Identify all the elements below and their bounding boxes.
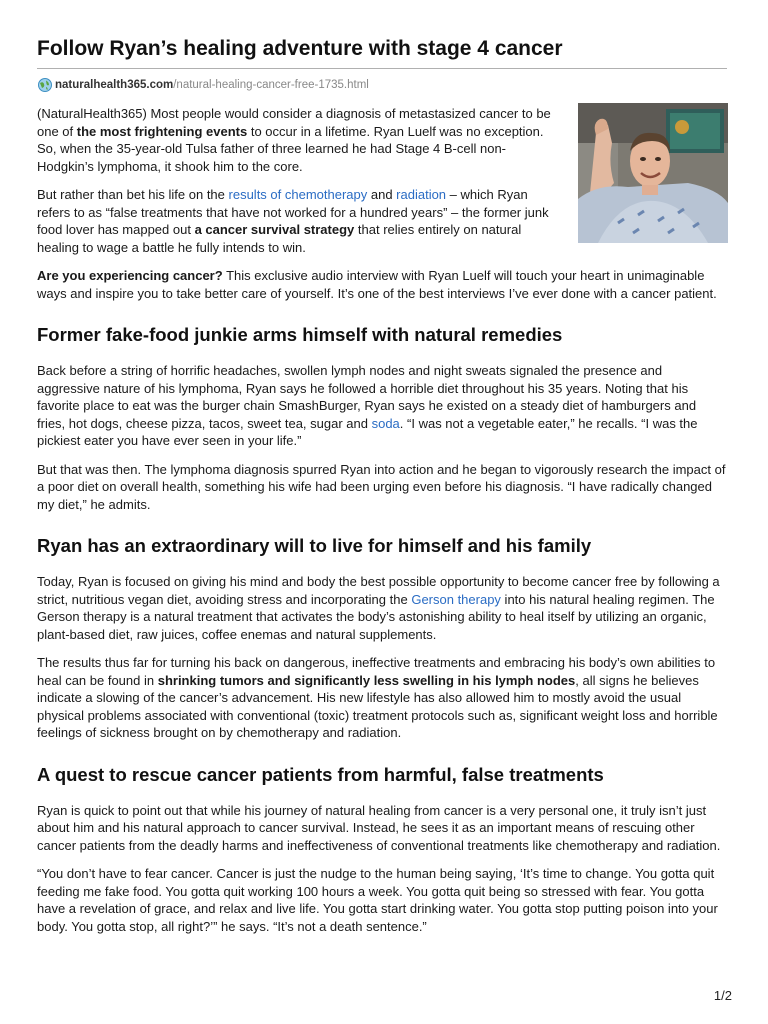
section-heading-will-to-live: Ryan has an extraordinary will to live for himself and his family bbox=[37, 535, 592, 556]
paragraph-are-you-experiencing: Are you experiencing cancer? This exclusive audio interview with Ryan Luelf will touch your heart in unimaginable ways and inspire you to take better care of yourself. It’s one of the best interviews I’ve ever done with a cancer patient. bbox=[37, 268, 717, 301]
title-divider bbox=[37, 68, 727, 69]
gerson-therapy-link[interactable]: Gerson therapy bbox=[411, 591, 501, 607]
section3-paragraph-1: Ryan is quick to point out that while his journey of natural healing from cancer is a very personal one, it truly isn’t just about him and his natural approach to cancer survival. Instead, he sees it as an important means of rescuing other cancer patients from the deadly harms and ineffectiveness of conventional treatments like chemotherapy and radiation. bbox=[37, 802, 721, 853]
patient-photo bbox=[578, 103, 728, 243]
source-domain: naturalhealth365.com bbox=[55, 79, 174, 91]
globe-icon bbox=[37, 77, 53, 93]
radiation-link[interactable]: radiation bbox=[396, 187, 447, 202]
page-number: 1/2 bbox=[713, 988, 732, 1003]
section2-paragraph-1: Today, Ryan is focused on giving his mind and body the best possible opportunity to become cancer free by following a strict, nutritious vegan diet, avoiding stress and incorporating the Gerson therapy into his natural healing regimen. The Gerson therapy is a natural treatment that activates the body’s astonishing ability to heal itself by utilizing an organic, plant-based diet, raw juices, coffee enemas and natural supplements. bbox=[37, 574, 720, 642]
source-link[interactable] bbox=[37, 77, 727, 93]
section3-paragraph-2: “You don’t have to fear cancer. Cancer is just the nudge to the human being saying, ‘It’s time to change. You gotta quit feeding me fake food. You gotta quit working 100 hours a week. You gotta quit being so stressed with fear. You gotta have a revelation of grace, and relax and live life. You gotta start drinking water. You gotta stop putting poison into your body. You gotta stop, all right?’” he says. “It’s not a death sentence.” bbox=[37, 866, 718, 934]
source-path: /natural-healing-cancer-free-1735.html bbox=[173, 79, 369, 91]
intro-paragraph-1: (NaturalHealth365) Most people would consider a diagnosis of metastasized cancer to be one of the most frightening events to occur in a lifetime. Ryan Luelf was no exception. So, when the 35-year-old Tulsa father of three learned he had Stage 4 B-cell non-Hodgkin’s lymphoma, it shook him to the core. bbox=[37, 106, 551, 174]
chemotherapy-link[interactable]: results of chemotherapy bbox=[228, 187, 368, 202]
soda-link[interactable]: soda bbox=[371, 415, 400, 431]
section2-paragraph-2: The results thus far for turning his back on dangerous, ineffective treatments and embracing his body’s own abilities to heal can be found in shrinking tumors and significantly less swelling in his lymph nodes, all signs he believes indicate a slowing of the cancer’s advancement. His new lifestyle has also allowed him to mostly avoid the usual physical problems associated with conventional (toxic) treatment protocols such as, significant weight loss and horrible feelings of sickness brought on by chemotherapy and radiation. bbox=[37, 655, 718, 740]
section1-paragraph-2: But that was then. The lymphoma diagnosis spurred Ryan into action and he began to vigorously research the impact of a poor diet on overall health, something his wife had been urging even before his diagnosis. “I have radically changed my diet,” he admits. bbox=[37, 461, 726, 512]
section-heading-quest: A quest to rescue cancer patients from harmful, false treatments bbox=[37, 763, 604, 785]
article bbox=[37, 0, 727, 935]
intro-section bbox=[37, 105, 727, 256]
section1-paragraph-1: Back before a string of horrific headaches, swollen lymph nodes and night sweats signaled the presence and aggressive nature of his lymphoma, Ryan says he followed a horrible diet throughout his 35 years. Noting that his favorite place to eat was the burger chain SmashBurger, Ryan says he existed on a steady diet of hamburgers and fries, hot dogs, cheese pizza, tacos, sweet tea, sugar and soda. “I was not a vegetable eater,” he recalls. “I was the pickiest eater you have ever seen in your life.” bbox=[37, 363, 698, 448]
intro-paragraph-2: But rather than bet his life on the results of chemotherapy and radiation – which Ryan refers to as “false treatments that have not worked for a hundred years” – the former junk food lover has mapped out a cancer survival strategy that relies entirely on natural healing to wage a battle he fully intends to win. bbox=[37, 187, 549, 255]
page-title: Follow Ryan’s healing adventure with stage 4 cancer bbox=[37, 37, 563, 60]
section-heading-fake-food: Former fake-food junkie arms himself with natural remedies bbox=[37, 324, 563, 345]
